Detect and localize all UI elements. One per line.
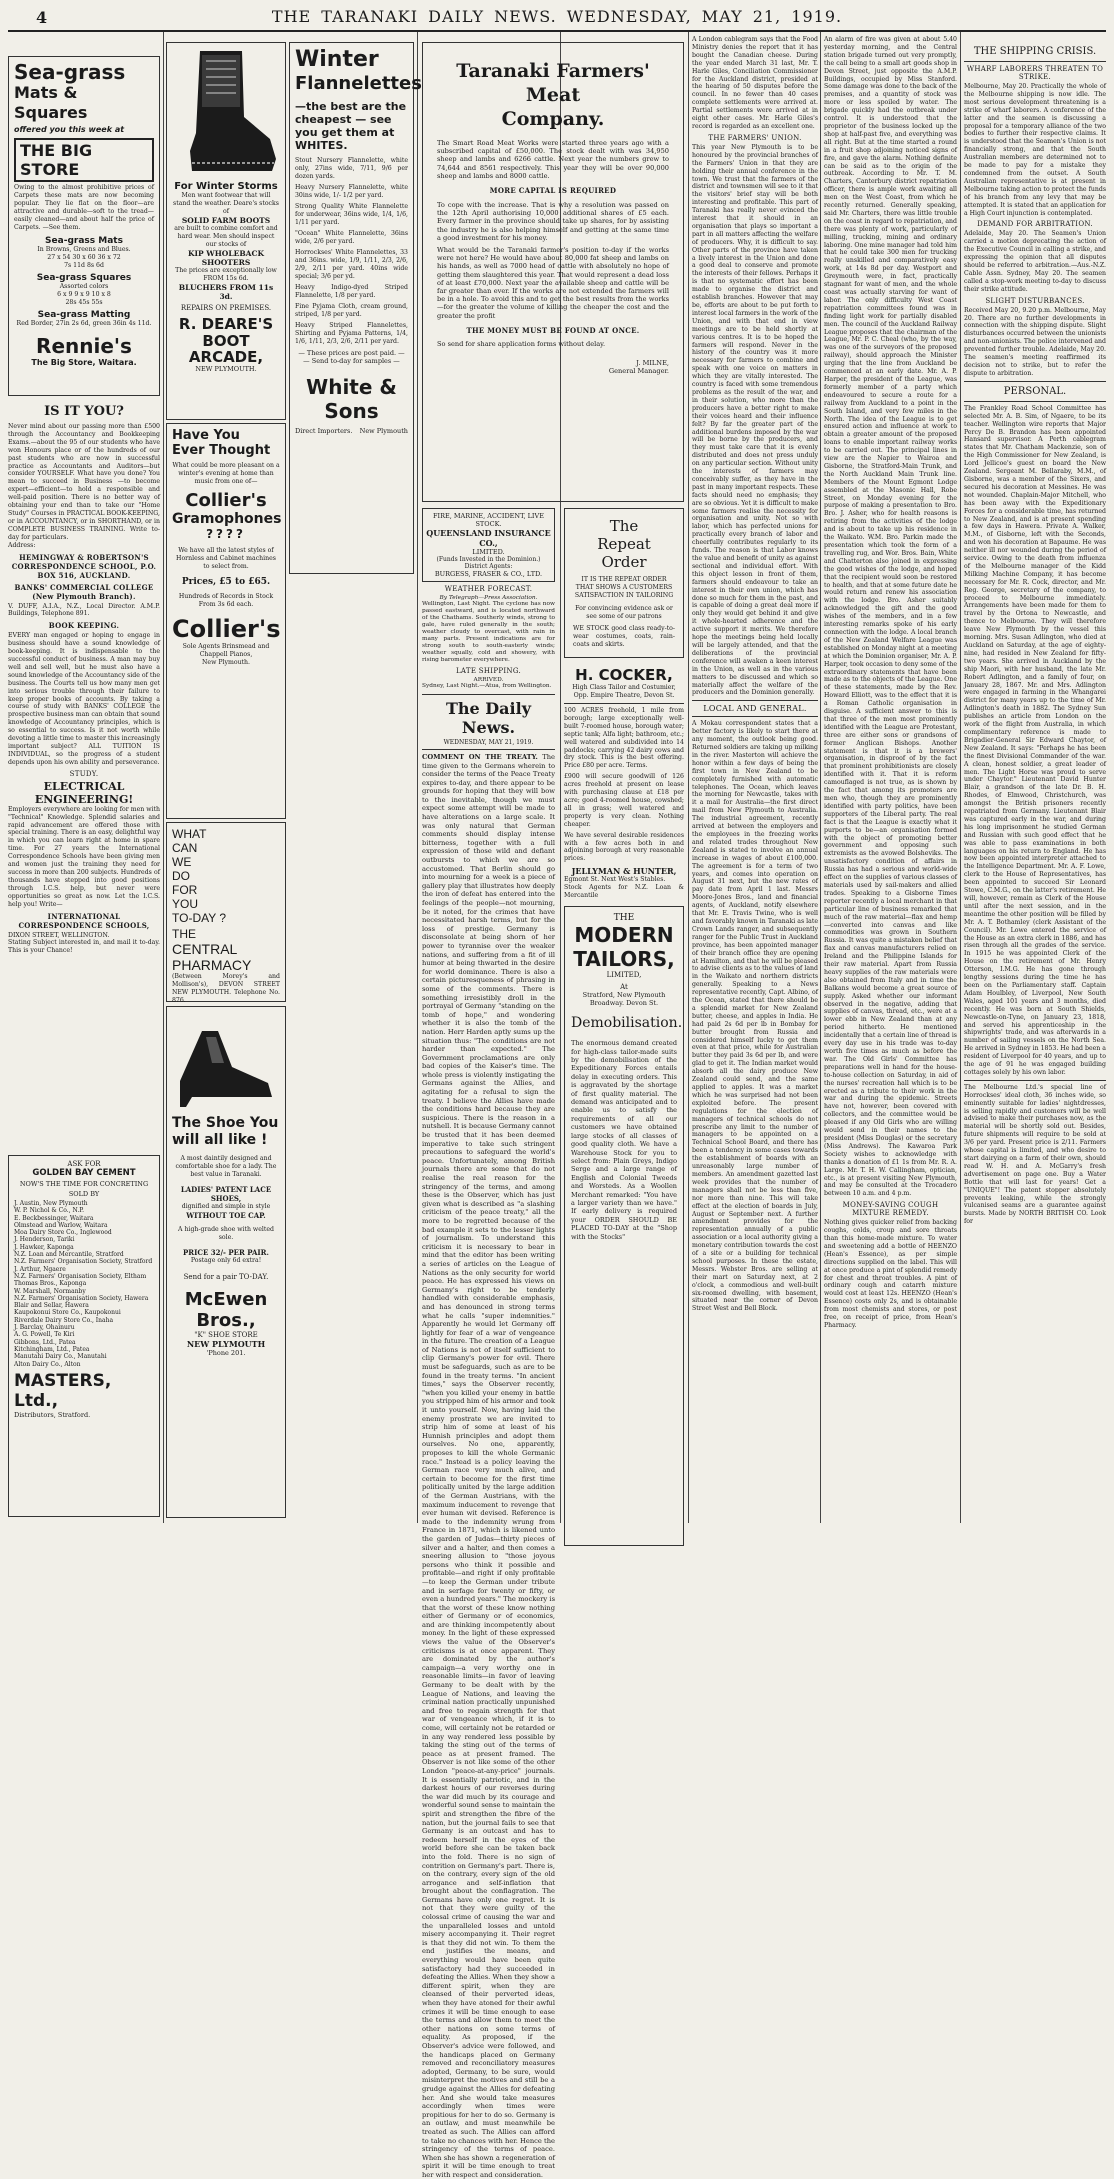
- collier-name3: Collier's: [172, 615, 281, 643]
- cement-agent: A. G. Powell, Te Kiri: [14, 1331, 75, 1339]
- insurance-agents: BURGESS, FRASER & CO., LTD.: [434, 570, 543, 578]
- electrical-heading: ELECTRICAL ENGINEERING!: [34, 779, 134, 806]
- pharmacy-line: WHAT: [172, 827, 207, 841]
- shoe-title1: The Shoe You: [172, 1115, 279, 1131]
- deare-arcade: ARCADE,: [188, 348, 264, 366]
- rule: [964, 61, 1106, 62]
- squares-prices: 28s 45s 55s: [65, 299, 103, 306]
- tailors-streets: Broadway. Devon St.: [589, 999, 659, 1008]
- cocker-sub: High Class Tailor and Costumier,: [572, 684, 676, 691]
- column-rule: [820, 32, 821, 1523]
- column-6: [824, 36, 957, 1518]
- white-sons-sub1: Direct Importers.: [295, 427, 353, 435]
- weather-by: By Telegraph—Press Association.: [439, 595, 538, 601]
- advert-paragraphs: The Melbourne Ltd.'s special line of Horrockses' ideal cloth, 36 inches wide, so eminently suitable for ladies' nightdresses, is selling rapidly and customers will be well advised to make their purchases now, as the material will be shortly sold out. Besides, future shipments will require to be sold at 3/6 per yard. Present price is 2/11. Farmers whose capital is limited, and who desire to start dairying on a farm of their own, should read W. H. and A. McGarry's fresh advertisement on page one. Buy a Water Bottle that will last for years! Get a "UNIQUE"! The patent stopper absolutely prevents leaking, while the strongly vulcanised seams are a guarantee against bursts. Made by NORTH BRITISH CO. Look for: [964, 1083, 1106, 1226]
- shoe-town: NEW PLYMOUTH: [186, 1339, 266, 1349]
- meat-title1: Taranaki Farmers' Meat: [456, 60, 650, 106]
- meat-sig2: General Manager.: [608, 366, 669, 375]
- arbitration-heading: DEMAND FOR ARBITRATION.: [977, 220, 1093, 229]
- tailors-towns: Stratford, New Plymouth: [582, 991, 666, 1000]
- collier-body2: We have all the latest styles of Hornless and Cabinet machines to select from.: [176, 547, 276, 570]
- tailors-ltd: LIMITED,: [606, 971, 642, 980]
- arrival-sydney: Sydney, Last Night.—Atua, from Wellington.: [422, 683, 552, 689]
- cement-agent: Gibbons, Ltd., Patea: [14, 1338, 76, 1346]
- cement-agent: N.Z. Farmers' Organisation Society, Hawera: [14, 1294, 149, 1302]
- cement-soldby: SOLD BY: [68, 1190, 100, 1198]
- ics-name: INTERNATIONAL CORRESPONDENCE SCHOOLS,: [18, 911, 150, 930]
- weather-heading: WEATHER FORECAST.: [444, 585, 533, 593]
- deare-boot-ad: [166, 42, 286, 420]
- collier-name1: Collier's: [185, 490, 267, 511]
- seagrass-matting-heading: Sea-grass Matting: [37, 310, 131, 320]
- collier-ever: Ever Thought: [172, 443, 271, 458]
- post-paid: — These prices are post paid. —: [298, 349, 405, 357]
- repairs: REPAIRS ON PREMISES.: [180, 304, 272, 312]
- page-number: 4: [36, 8, 48, 27]
- deare-town: NEW PLYMOUTH.: [195, 365, 257, 373]
- boots-body3: The prices are exceptionally low FROM 15s 6d.: [175, 267, 277, 282]
- column-rule: [960, 32, 961, 1523]
- winter-storms-heading: For Winter Storms: [174, 181, 278, 192]
- cement-agent: W. Marshall, Normanby: [14, 1287, 86, 1295]
- mats-prices: 7s 11d 8s 6d: [64, 262, 104, 269]
- white-sons-sub: [295, 427, 408, 435]
- solid-farm-boots: SOLID FARM BOOTS: [181, 216, 271, 225]
- editorial-body-1: [422, 753, 555, 2179]
- cement-agent: W. P. Nichol & Co., N.P.: [14, 1207, 84, 1215]
- meat-p1: The Smart Road Meat Works were started three years ago with a subscribed capital of £50,000. The stock dealt with was 34,950 sheep and lambs and 6266 cattle. Next year the numbers grew to 74,644 and 8561 respectively. This year they will be over 90,000 sheep and lambs and 8000 cattle.: [437, 139, 669, 180]
- squares-sizes: 6 x 9 9 x 9 10 x 8: [57, 291, 111, 298]
- collier-name2: Gramophones: [172, 511, 282, 527]
- meat-p4: So send for share application forms without delay.: [437, 339, 606, 348]
- column-rule: [163, 32, 164, 1523]
- pharmacy-ad: [166, 822, 286, 1002]
- repeat-body2: For convincing evidence ask or see some of our patrons: [575, 605, 673, 620]
- samples: — Send to-day for samples —: [303, 357, 400, 365]
- disturbances-heading: SLIGHT DISTURBANCES.: [985, 296, 1085, 305]
- hemingway-school: HEMINGWAY & ROBERTSON'S CORRESPONDENCE SCHOOL, P.O. BOX 516, AUCKLAND.: [11, 552, 157, 580]
- jellyman-name: JELLYMAN & HUNTER,: [571, 866, 677, 877]
- cocker-name: H. COCKER,: [575, 666, 673, 684]
- seagrass-mats-heading: Sea-grass Mats: [45, 236, 123, 246]
- cement-agent: N.Z. Farmers' Organisation Society, Eltham: [14, 1272, 147, 1280]
- isit-column: [8, 402, 160, 1152]
- meat-company-ad: [422, 42, 684, 502]
- shoe-ladies: LADIES' PATENT LACE SHOES,: [180, 1185, 272, 1203]
- cement-agent: J. Hawker, Kaponga: [14, 1243, 74, 1251]
- jellyman-stock: Stock Agents for N.Z. Loan & Mercantile: [564, 884, 684, 900]
- tailors-the: THE: [613, 913, 635, 924]
- collier-town: New Plymouth.: [202, 659, 250, 666]
- cement-agent: J. Arthur, Ngaere: [14, 1265, 66, 1273]
- repeat-body: IT IS THE REPEAT ORDER THAT SHOWS A CUSTOMERS SATISFACTION IN TAILORING: [574, 576, 674, 599]
- shipping-crisis-heading: THE SHIPPING CRISIS.: [973, 46, 1097, 57]
- pharmacy-line: TO-DAY ?: [172, 911, 227, 925]
- bookkeeping-body: EVERY man engaged or hoping to engage in business should have a sound knowledge of book-keeping. It is indispensable to the successful conduct of business. A man may buy well and sell well, but he must also have a sound knowledge of the Accountancy side of the business. The Courts tell us how many men get into serious trouble through their failure to keep proper books of accounts. By taking a course of study with BANKS' COLLEGE the prospective business man can obtain that sound knowledge of Accountancy principles, which is so essential to success. Is it not worth while devoting a little time to master this increasingly important subject? ALL TUITION IS INDIVIDUAL, so the progress of a student depends upon his own ability and perseverance.: [8, 632, 160, 766]
- boots-body2: are built to combine comfort and hard wear. Men should inspect our stocks of: [174, 225, 278, 248]
- isit-heading: IS IT YOU?: [44, 404, 124, 419]
- collier-ad: [166, 423, 286, 819]
- shoe-title2: will all like !: [172, 1132, 268, 1148]
- arrived: ARRIVED.: [473, 677, 504, 683]
- cement-agents-list: [14, 1200, 154, 1368]
- flannel-item: Heavy Nursery Flannelette, white 30ins wide, 1/- 1/2 per yard.: [295, 184, 408, 199]
- bluchers: BLUCHERS FROM 11s 3d.: [178, 283, 274, 301]
- cement-agent: Blair and Sellar, Hawera: [14, 1302, 89, 1310]
- cement-ask: ASK FOR: [67, 1160, 101, 1168]
- white-sons-sub2: New Plymouth: [359, 427, 408, 435]
- tailors-t1: MODERN: [574, 923, 674, 948]
- pharmacy-addr: (Between Morey's and Mollison's), DEVON STREET NEW PLYMOUTH. Telephone No. 876.: [172, 973, 280, 1004]
- pharmacy-line: FOR: [172, 883, 198, 897]
- land-ad1: 100 ACRES freehold, 1 mile from borough; large exceptionally well-built 7-roomed house, borough water; septic tank; Alfa light; bathroom, etc.; well watered and subdivided into 14 paddocks; carrying 42 dairy cows and dry stock. This is the best offering. Price £80 per acre. Terms.: [564, 707, 684, 770]
- meat-p3: What would be the Taranaki farmer's position to-day if the works were not here? He would have about 80,000 fat sheep and lambs on his hands, as well as 7000 head of cattle with absolutely no hope of getting them slaughtered this year. That would represent a dead loss of at least £70,000. Next year the available sheep and cattle will be far greater than ever. If the works are not extended the farmers will be in a hole. To avoid this and to get the best results from the works—for the greater the volume of killing the cheaper the cost and the greater the profit: [437, 246, 669, 320]
- cement-agent: Thomas Bros., Kaponga: [14, 1280, 87, 1288]
- insurance-ad: [422, 508, 555, 582]
- col5-local-body: A Mokau correspondent states that a better factory is likely to start there at any moment, the outlook being good. Returned soldiers are taking up milking in the river. Masterton will achieve the honor within a few days of being the first town in New Zealand to be completely furnished with automatic telephones. The Ocean, which leaves the morning for Newcastle, takes with it a mail for Australia—the first direct mail from New Plymouth to Australia. The industrial agreement, recently arrived at between the employers and the employees in the freezing works and related trades throughout New Zealand is stated to involve an annual increase in wages of about £100,000. The agreement is for a term of two years, and comes into operation on August 31 next, but the new rates of pay date from April 1 last. Messrs Moore-Jones Bros., land and financial agents, of Auckland, notify elsewhere that Mr. E. Travis Twine, who is well and favorably known in Taranaki as late Crown Lands ranger, and subsequently ranger for the Public Trust in Auckland province, has been appointed manager of their branch office they are opening at Hamilton, and that he will be pleased to advise clients as to the values of land in the Waikato and northern districts generally. Speaking to a News representative recently, Capt. Albino, of the Ocean, stated that there should be a splendid market for New Zealand butter, cheese, and apples in India. He had paid 2s 6d per lb in Bombay for butter brought from Russia and considered himself lucky to get them even at that price, while for Australian butter they paid 3s 6d per lb, and were glad to get it. The Indian market would absorb all the dairy produce New Zealand could send, and the same applied to apples. It was a market which he was surprised had not been exploited before. The present regulations for the election of managers of technical schools do not prescribe any limit to the number of managers to be appointed on a Technical School Board, and there has been a tendency in some cases towards the establishment of boards with an unreasonably large number of members. An amendment gazetted last week provides that the number of managers shall not be less than five, nor more than nine. This will take effect at the election of boards in July, August or September next. A further amendment provides for the representation annually of a public association or a local authority giving a monetary contribution towards the cost of a site or a building for technical school purposes. In these the estate, Messrs. Webster Bros. are selling at their mart on Saturday next, at 2 o'clock, a commodious and well-built six-roomed dwelling, with basement, situated near the corner of Devon Street West and Bell Block.: [692, 720, 818, 1313]
- cement-agent: J. Barclay, Ohainuru: [14, 1324, 75, 1332]
- editorial-date: WEDNESDAY, MAY 21, 1919.: [443, 738, 534, 746]
- modern-tailors-ad: [564, 906, 684, 1546]
- insurance-line1: FIRE, MARINE, ACCIDENT, LIVE STOCK.: [433, 512, 544, 528]
- personal-body: The Frankley Road School Committee has selected Mr. A. B. Sim, of Ngaere, to be its teacher. Wellington wire reports that Major Percy De B. Brandon has been appointed Hansard supervisor. A Perth cablegram states that Mr. Chatham Mackenzie, son of the High Commissioner for New Zealand, is Lord Jellicoe's guest on board the New Zealand. Sergeant M. Bellaraby, M.M., of Gisborne, was a member of the Sixers, and secured his decoration at Messines. He was not wounded. Chaplain-Major Mitchell, who has been away with the Expeditionary Forces for a considerable time, has returned to New Zealand, and is at present spending a few days in Hawera. Private A. Walker, M.M., of Gisborne, left with the Seconds, and won his decoration at Bapaume. He was neither ill nor wounded during the period of service. Owing to the death from influenza of the Melbourne manager of the Kidd Milking Machine Company, it has become necessary for Mr. R. Cock, director, and Mr. Reg. George, secretary of the company, to proceed to Melbourne immediately. Arrangements have been made for them to travel by the Ortona to Newcastle, and thence to Melbourne. They will therefore leave New Plymouth by the vessel this morning. Mrs. Susan Adlington, who died at Auckland on Saturday, at the age of eighty-nine, had resided in New Zealand for fifty-two years. She arrived in Auckland by the ship Maori, with her husband, the late Mr. Robert Adlington, and a family of four, on January 28, 1867. Mr. and Mrs. Adlington were engaged in farming in the Whangarei district for many years up to the time of Mr. Adlington's death in 1882. The Sydney Sun publishes an article from London on the work of the flight from Australia, in which complimentary reference is made to Brigadier-General Sir Edward Chaytor, of New Zealand. It says: "Perhaps he has been the finest Divisional Commander of the war. A clean, honest soldier, a great leader of men. The Light Horse was proud to serve under Chaytor." Lieutenant David Hunter Blair, a grandson of the late Dr. B. H. Rhodes, of Elmwood, Christchurch, was amongst the British prisoners recently repatriated from Germany. Lieutenant Blair was captured early in the war, and during his long imprisonment he studied German and Russian with such good effect that he was able to pass examinations in both languages on his return to England. He has now been appointed interpreter attached to the Intelligence Department. Mr. A. F. Lowe, clerk to the House of Representatives, has been appointed to succeed Sir Leonard Stowe, C.M.G., on the latter's retirement. He will, however, remain as Clerk of the House until after the next session, and in the meantime the other position will be filled by Mr. A. T. Bothamley (clerk Assistant of the Council). Mr. Lowe entered the service of the House as an extra clerk in 1886, and has risen through all the grades of the service. In 1915 he was appointed Clerk of the House on the retirement of Mr. Henry Otterson, I.M.G. He has gone through lengthy sessions during the time he has been on the Parliamentary staff. Captain Adam Houlbley, of Liverpool, New South Wales, aged 101 years and 3 months, died recently. He was born at South Shields, Newcastle-on-Tyne, on January 23, 1818, and served his apprenticeship in the shipwrights' trade, and was afterwards in a number of sailing vessels on the North Sea. He arrived in Sydney in 1853. He had been a resident of Liverpool for 40 years, and up to the age of 91 he was engaged building cottages solely by his own labor.: [964, 404, 1106, 1076]
- deare-name: R. DEARE'S: [178, 315, 274, 333]
- flannelettes-heading: Flannelettes: [295, 73, 422, 94]
- shoe-price: PRICE 32/- PER PAIR.: [183, 1248, 269, 1257]
- flannel-item: Strong Quality White Flannelette for underwear, 36ins wide, 1/4, 1/6, 1/11 per yard.: [295, 203, 408, 226]
- daily-news-masthead: The Daily News.: [446, 698, 531, 737]
- col5-body: A London cablegram says that the Food Ministry denies the report that it has bought the Canadian cheese. During the year ended March 31 last, Mr. T. Harle Giles, Conciliation Commissioner for the Auckland district, presided at the hearing of 50 disputes before the council. In no fewer than 40 cases complete settlements were arrived at. Partial settlements were arrived at in eight other cases. Mr. Harle Giles's record is regarded as an excellent one.: [692, 36, 818, 130]
- pharmacy-lines: [172, 827, 280, 925]
- farmers-union-heading: THE FARMERS' UNION.: [708, 133, 802, 142]
- column-5: [692, 36, 818, 1518]
- golden-bay-cement: GOLDEN BAY CEMENT: [32, 1168, 136, 1178]
- shoe-body: A most daintily designed and comfortable shoe for a lady. The best value in Taranaki.: [175, 1155, 277, 1178]
- meat-h2: THE MONEY MUST BE FOUND AT ONCE.: [466, 325, 640, 335]
- meat-p2: To cope with the increase. That is why a resolution was passed on the 12th April authorising 10,000 additional shares of £5 each. Every farmer in the province should take up shares, for by assisting the industry he is also helping himself and getting at the same time a good investment for his money.: [437, 201, 669, 242]
- kip-shooters: KIP WHOLEBACK SHOOTERS: [188, 249, 264, 267]
- repeat-the: The: [609, 517, 639, 535]
- pharmacy-line: CAN: [172, 841, 198, 855]
- shoe-toe: WITHOUT TOE CAP.: [186, 1211, 266, 1220]
- cement-agent: Kitchingham, Ltd., Patea: [14, 1345, 90, 1353]
- mixture-heading: MONEY-SAVING COUGH MIXTURE REMEDY.: [842, 1201, 939, 1218]
- electrical-body: Employers everywhere are looking for men with "Technical" Knowledge. Splendid salaries and rapid advancement are offered those with special training. There is an easy, delightful way in which you can learn right at home in spare time. For 27 years the International Correspondence Schools have been giving men and women just the training they need for success in more than 200 subjects. Hundreds of thousands have stepped into good positions through I.C.S. help, but never were opportunities so great as now. Let the I.C.S. help you! Write—: [8, 805, 160, 908]
- rule: [692, 700, 818, 701]
- squares-note: Assorted colors: [59, 283, 109, 290]
- banks-college: BANKS' COMMERCIAL COLLEGE (New Plymouth Branch).: [14, 582, 154, 601]
- meat-sig1: J. MILNE,: [636, 358, 669, 367]
- collier-agents: Sole Agents Brinsmead and Chappell Pianos,: [182, 643, 270, 658]
- rule: [964, 1080, 1106, 1081]
- editorial-heading: COMMENT ON THE TREATY.: [422, 752, 538, 761]
- ics-address: DIXON STREET, WELLINGTON.: [8, 931, 110, 939]
- rennies-sub: The Big Store, Waitara.: [31, 358, 137, 367]
- mats-sizes: 27 x 54 30 x 60 36 x 72: [47, 254, 121, 261]
- ics-note: Stating Subject interested in, and mail it to-day. This is your Chance!: [8, 939, 160, 955]
- rule: [692, 716, 818, 717]
- meat-title2: Company.: [501, 108, 605, 130]
- shoe-phone: 'Phone 201.: [206, 1349, 246, 1357]
- col5-union-body: This year New Plymouth is to be honoured by the provincial branches of the Farmers' Union in that they are holding their annual conference in the town. We trust that the farmers of the district and townsmen will see to it that the visitors' brief stay will be both interesting and profitable. This part of Taranaki has really never evinced the interest that it should in an organisation that plays so important a part in all matters affecting the welfare of producers. Why, it is difficult to say. Other parts of the province have taken a lively interest in the Union and done a good deal to conserve and promote the interests of their fellows. Perhaps it is that no systematic effort has been made to organise the district and establish branches. However that may be, efforts are about to be put forth to interest local farmers in the work of the Union, and with that end in view meetings are to be held shortly at various centres. It is to be hoped the farmers will respond. Never in the history of the country was it more necessary for farmers to combine and speak with one voice on matters in which they are vitally interested. The country is faced with some tremendous problems as the result of the war, and in their solution, who more than the producers have a better right to make their voices heard and their influence felt? By far the greater part of the additional burdens imposed by the war will be borne by the producers, and they must take care that it is evenly distributed and does not press unduly on any particular section. Without unity the interests of farmers may conceivably suffer, as they have in the past in many important respects. These facts should need no emphasis; they are so obvious. Yet it is difficult to make some farmers realise the necessity for organisation and unity. Not so with labor, which has perfected unions for practically every branch of labor and cheerfully contributes regularly to its funds. The reason is that Labor knows the value and benefit of unity as against sectional and individual effort. With this object lesson in front of them, farmers should endeavour to take an interest in their own union, which has done so much for them in the past, and is capable of doing a great deal more if only they would get behind it and give it whole-hearted adherence and the active support it merits. We therefore hope the meetings being held locally will be largely attended, and that the deliberations of the provincial conference will awaken a keen interest in the Union, as well as in the various matters to be discussed and which so materially affect the welfare of the producers and the Dominion generally.: [692, 143, 819, 697]
- cement-agent: Olmstead and Warlow, Waitara: [14, 1221, 108, 1229]
- masters-logo: MASTERS, Ltd.,: [14, 1370, 112, 1411]
- collier-body: What could be more pleasant on a winter's evening at home than music from one of—: [172, 462, 280, 485]
- flannel-item: Heavy Indigo-dyed Striped Flannelette, 1/8 per yard.: [295, 284, 408, 299]
- cocker-ad: [564, 508, 684, 658]
- column-7: [964, 40, 1106, 1518]
- rule: [422, 749, 555, 750]
- shoe-illustration: [172, 1011, 280, 1111]
- collier-records: Hundreds of Records in Stock From 3s 6d each.: [178, 593, 274, 608]
- seagrass-squares-heading: Sea-grass Squares: [36, 273, 132, 283]
- white-sons-logo: White & Sons: [306, 375, 397, 423]
- cement-agent: J. Austin, New Plymouth: [14, 1200, 88, 1207]
- wharf-heading: WHARF LABORERS THREATEN TO STRIKE.: [966, 65, 1104, 81]
- cement-agent: N.Z. Loan and Mercantile, Stratford: [14, 1251, 124, 1259]
- cement-agent: Kaupokonui Store Co., Kaupokonui: [14, 1309, 121, 1317]
- rule: [964, 381, 1106, 382]
- insurance-name: QUEENSLAND INSURANCE CO.,: [426, 528, 551, 548]
- cement-agent: Riverdale Dairy Store Co., Inaha: [14, 1316, 114, 1324]
- flannel-item: Heavy Striped Flannelettes, Shirting and Pyjama Patterns, 1/4, 1/6, 1/11, 2/3, 2/6, 2/11 per yard.: [295, 322, 408, 345]
- tailors-t2: TAILORS,: [573, 947, 675, 972]
- personal-heading: PERSONAL.: [1003, 385, 1067, 397]
- cement-agent: E. Beckbessinger, Waitara: [14, 1214, 94, 1222]
- editorial-text: The time given to the Germans wherein to consider the terms of the Peace Treaty expires to-day, and there appear to be grounds for hoping that they will bow to the inevitable, though we must expect some attempt will be made to have alterations on a large scale. It was only natural that German comments should display intense bitterness, together with a full expression of those wild and defiant outbursts to which we are so accustomed. That Berlin should go into mourning for a week is a piece of gallery play that illustrates how deeply the iron of defeat has entered into the feelings of the people—not mourning, be it noted, for the crimes that have necessitated harsh terms, but for the loss of prestige. Germany is disconsolate at being shorn of her power to tyrannise over the weaker nations, and suffering from a fit of ill humor at being thwarted in the desire for world dominance. There is also a certain picturesqueness of phrasing in some of the comments. There is something irresistibly droll in the portrayal of Germany "standing on the tomb of hope," and wondering whether it is also the tomb of the nation. Herr Harden aptly sums up the situation thus: "The conditions are not harder than expected." The Government proclamations are only bad copies of the Kaiser's time. The whole press is violently instigating the Germans against the Allies, and agitating for a refusal to sign the treaty. I believe the Allies have made the conditions hard because they are suspicious. There is the reason in a nutshell. It is because Germany cannot be trusted that it has been deemed imperative to take such stringent precautions to safeguard the world's peace. Unfortunately, among British journals there are some that do not realise the real reason for the stringency of the terms, and among these is the Observer, which has just given what is described as "a slashing criticism of the peace treaty," all the more to be regretted because of the bad example it sets to the lesser lights of journalism. To understand this criticism it is necessary to bear in mind that the editor has been writing a series of articles on the League of Nations as the only security for world peace. He has expressed his views on Germany's right to be tenderly handled with considerable emphasis, and has denounced in strong terms what he calls "super indemnities." Apparently he would let Germany off lightly for fear of a war of vengeance in the future. The creation of a League of Nations is not of itself sufficient to clip Germany's power for evil. There must be safeguards, such as are to be found in the treaty terms. "In ancient times," says the Observer recently, "when you killed your enemy in battle you stripped him of his armor and took it unto yourself. Now, having laid the enemy prostrate we are invited to strip him of some at least of his Hunnish principles and adopt them ourselves. No one, apparently, proposes to kill the whole Germanic race." Instead is a policy leaving the German race very much alive, and certain to become for the first time politically united by the large addition of the German Austrians, with the maximum inducement to revenge that ever human wit devised. Reference is made to the indemnity wrung from France in 1871, which is likened unto the garden of Judas—thirty pieces of silver and a halter, and then comes a sneering allusion to "those joyous persons who think it possible and profitable—and right if only profitable—to keep the German under tribute and in serfage for twenty or fifty, or even a hundred years." The mockery is that the worst of these know nothing either of Germany or of economics, and are thinking incompetently about money. In the light of these expressed views the value of the Observer's criticisms is at once apparent. They are dominated by the author's campaign—a very worthy one in reasonable limits—in favor of leaving Germany to be dealt with by the League of Nations, and leaving the criminal nation practically unpunished and free to regain strength for that war of vengeance which, if it is to come, will certainly not be retarded or in any way rendered less possible by taking the sting out of the terms of peace as at present framed. The Observer is not like some of the other London "peace-at-any-price" journals. It is essentially patriotic, and in the darkest hours of our reverses during the war did much by its courage and wonderful sound sense to maintain the spirit and strengthen the fibre of the nation, but the journal fails to see that Germany is an outcast and has to redeem herself in the eyes of the world before she can be taken back into the fold. There is no sign of contrition on Germany's part. There is, on the contrary, every sign of the old arrogance and self-inflation that brought about the conflagration. The Germans have only one regret. It is not that they were guilty of the colossal crime of causing the war and the unparalleled losses and untold misery accompanying it. Their regret is that they did not win. To them the end justifies the means, and everything would have been quite satisfactory had they succeeded in defeating the Allies. When they show a different spirit, when they are cleansed of their perverted ideas, when they have atoned for their awful crimes it will be time enough to ease the terms and allow them to meet the other nations on some terms of equality. As proposed, if the Observer's advice were followed, and the handicaps placed on Germany removed and reconciliatory measures adopted, Germany, to be sure, would misinterpret the motives and still be a grudge against the Allies for defeating her. And she would take measures accordingly when times were propitious for her to do so. Germany is an outlaw, and must meanwhile be treated as such. The Allies can afford to take no chances with her. Hence the stringency of the terms of peace. When she has shown a regeneration of spirit it will be time enough to treat her with respect and consideration.: [422, 752, 555, 2179]
- flannel-item: "Ocean" White Flannelette, 36ins wide, 2/6 per yard.: [295, 230, 408, 245]
- cocker-addr: Opp. Empire Theatre, Devon St.: [573, 692, 675, 699]
- rule: [422, 694, 555, 695]
- cement-agent: Alton Dairy Co., Alton: [14, 1360, 81, 1368]
- big-store-logo: THE BIG STORE: [14, 138, 154, 182]
- repeat-body3: WE STOCK good class ready-to-wear costumes, coats, rain-coats and skirts.: [573, 625, 675, 648]
- pharmacy-line: YOU: [172, 897, 199, 911]
- column-rule: [688, 32, 689, 1523]
- shoe-store: "K" SHOE STORE: [194, 1331, 258, 1339]
- shoe-heel: A high-grade shoe with welted sole.: [178, 1226, 274, 1241]
- boots-body: Men want footwear that will stand the weather. Deare's stocks of: [173, 192, 279, 215]
- pharmacy-name3: PHARMACY: [172, 957, 252, 973]
- land-ad3: We have several desirable residences with a few acres both in and adjoining borough at very reasonable prices.: [564, 831, 684, 863]
- mats-note: In Browns, Greens and Blues.: [37, 246, 131, 253]
- weather-body: Wellington, Last Night. The cyclone has now passed eastward, and is located northward of the Chathams. Southerly winds, strong to gale, have ruled generally in the south; weather cloudy to overcast, with rain in many parts. Present indications are for strong south to south-easterly winds; weather squally, cold and showery, with rising barometer everywhere.: [422, 601, 555, 663]
- bookkeeping-heading: BOOK KEEPING.: [48, 621, 120, 631]
- mixture-body: Nothing gives quicker relief from backing coughs, colds, croup and sore throats than this home-made mixture. To water and sweetening add a bottle of HEENZO (Hean's Essence), as per simple directions supplied on the label. This will at once produce a pint of splendid remedy for chest and throat troubles. A pint of ordinary cough and catarrh mixture would cost at least 12s. HEENZO (Hean's Essence) costs only 2s, and is obtainable from most chemists and stores, or post free, on receipt of price, from Hean's Pharmacy.: [824, 1219, 957, 1329]
- pharmacy-line: WE: [172, 855, 192, 869]
- flannel-items: [295, 157, 408, 346]
- column-4: [564, 508, 684, 1518]
- mcewen-shoe-ad: [166, 1006, 286, 1518]
- matting-note: Red Border, 27in 2s 6d, green 36in 4s 11d.: [16, 320, 152, 327]
- banks-agent: V. DUFF, A.I.A., N.Z., Local Director. A.M.P. Buildings, Telephone 891.: [8, 602, 160, 618]
- seagrass-ad: [8, 56, 160, 396]
- column-rule: [417, 32, 418, 1523]
- rennies-logo: Rennie's: [36, 334, 132, 358]
- pharmacy-name1: THE: [172, 927, 196, 941]
- whites-flannelette-ad: [289, 42, 422, 574]
- flannel-item: Stout Nursery Flannelette, white only, 27ins wide, 7/11, 9/6 per dozen yards.: [295, 157, 408, 180]
- jellyman-addr: Egmont St. Next West's Stables.: [564, 876, 666, 884]
- rule: [964, 401, 1106, 402]
- col6-body: An alarm of fire was given at about 5.40 yesterday morning, and the Central station brigade turned out very promptly, the call being to a small art goods shop in Devon Street, just opposite the A.M.P. Buildings, occupied by Miss Stanford. Some damage was done to the back of the premises, and a quantity of stock was more or less spoiled by water. The brigade quickly had the outbreak under control. It is understood that the proprietor of the business locked up the shop at half-past five, and everything was all right. But at the time started a round in a fruit shop adjoining noticed signs of fire, and gave the alarm. Nothing definite can be said as to the origin of the outbreak. According to Mr. T. M. Charters, Canterbury district repatriation officer, there is ample work awaiting all men on the West Coast, from which he recently returned. Generally speaking, said Mr. Charters, there was little trouble on the coast in regard to repatriation, and there was plenty of work, particularly of milling, trucking, mining and ordinary laboring. One mine manager had told him that he could take 300 men for trucking really unskilled and comparatively easy work, at 14s 8d per day. Westport and Greymouth were, in fact, practically stagnant for want of men, and the whole coast was actually starving for want of labor. The only difficulty West Coast repatriation committees found was in finding light work for partially disabled men. The council of the Auckland Railway League proposes that the chairman of the League, Mr. P. C. Cheal (who, by the way, was one of the surveyors of the proposed railway), should approach the Minister urging that the line from Auckland be commenced at an early date. Mr. A. P. Harper, the president of the League, was formerly member of a party which endeavoured to secure a route for a railway from Auckland to a point in the South Island, and very few miles in the North. The idea of the League is to get ensured action and influence at work to obtain a greater amount of the proposed loans to enable important railway works to be carried out. The principal lines in view are the Napier to Wairoa and Gisborne, the Stratford-Main Trunk, and the North Auckland Main Trunk line. Members of the Mount Egmont Lodge assembled at the Masonic Hall, Robe Street, on Monday evening for the purpose of making a presentation to Bro. Bro. J. Asher, who for health reasons is retiring from the activities of the lodge and is about to take up his residence in the Waikato. W.M. Bro. Parkin made the presentation which took the form of a travelling rug, and Wor. Bros. Bain, White and Chatterton also joined in expressing the good wishes of the lodge, and hoped that the recipient would soon be restored to health, and that at some future date he would return and renew his association with the lodge. Bro. Asher suitably acknowledged the gift and the good wishes of the members, and in a few interesting remarks spoke of his early connection with the lodge. A local branch of the New Zealand Welfare League was established on Monday night at a meeting at which the Dominion organiser, Mr. A. P. Harper, took occasion to deny some of the extraordinary statements that have been made as to the objects of the League. One of these statements, made by the Rev. Howard Elliott, was to the effect that it is a Roman Catholic organisation in disguise. A sufficient answer to this is that three of the men most prominently identified with the League are Protestant, three are either sons or grandsons of former Anglican Bishops. Another statement is that it is a brewers' organisation, in disproof of by the fact that prominent prohibitionists are closely identified with it. That it is reform camouflaged is not true, as is shown by the fact that among its promoters are men who, though they are prominently identified with party politics, have been supporters of the Liberal party. The real fact is that the League is exactly what it purports to be—an organisation formed with the object of promoting better government and opposing such extremists as the avowed Bolsheviks. The unsatisfactory condition of affairs in Russia has had a serious and world-wide effect on the supplies of various classes of materials used by sail-makers and allied trades. Speaking to a Gisborne Times reporter recently a local merchant in that particular line of business remarked that much of the raw material—flax and hemp—converted into canvas and like commodities was grown in Southern Russia. It was quite a mistaken belief that flax and canvas manufacturers relied on Ireland and the Philippine Islands for their raw material. Apart from Russia heavy supplies of the raw materials were also obtained from Italy and in time the Balkans would become a great source of supply. Asked whether our informant observed in the negative, adding that supplies of canvas, thread, etc., were at a lower ebb in New Zealand than at any period hitherto. He mentioned incidentally that a certain line of thread is every day use in his trade was to-day worth five times as much as before the war. The Old Girls' Committee has preparations well in hand for the house-to-house collection on Saturday, in aid of the nurses' recreation hall which is to be erected as a tribute to their work in the war and during the epidemic. Streets have not, however, been covered with collectors, and the committee would be pleased if any Old Girls who are willing would send in their names to the president (Miss Douglas) or the secretary (Miss Andrews). The Kawaroa Park Society wishes to acknowledge with thanks a donation of £1 1s from Mr. R. A. Large. Mr. T. H. W. Callingham, optician, etc., is at present visiting New Plymouth, and may be consulted at the Trocadero between 10 a.m. and 4 p.m.: [824, 36, 957, 1198]
- pharmacy-line: DO: [172, 869, 190, 883]
- masthead: [8, 4, 1106, 32]
- land-ad2: £900 will secure goodwill of 126 acres freehold at present on lease with purchasing clause at £18 per acre; good 4-roomed house, cowshed; all in grass; well watered and property is very clean. Nothing cheaper.: [564, 773, 684, 828]
- collier-have: Have You: [172, 428, 240, 443]
- deare-boot: BOOT: [202, 332, 250, 350]
- study-heading: STUDY.: [69, 769, 99, 778]
- collier-q: ????: [206, 527, 246, 541]
- arbitration-body: Adelaide, May 20. The Seamen's Union carried a motion deprecating the action of the Executive Council in calling a strike, and expressing the opinion that all disputes should be referred to arbitration.—Aus.-N.Z. Cable Assn. Sydney, May 20. The seamen called a stop-work meeting to-day to discuss their strike attitude.: [964, 230, 1106, 293]
- pharmacy-name2: CENTRAL: [172, 941, 238, 957]
- rule: [564, 703, 684, 704]
- flannel-item: Fine Pyjama Cloth, cream ground, striped, 1/8 per yard.: [295, 303, 408, 318]
- column-3: [422, 508, 555, 2179]
- collier-prices: Prices, £5 to £65.: [181, 577, 271, 587]
- seagrass-subtitle: Mats & Squares: [14, 83, 88, 122]
- cement-agent: Moa Dairy Store Co., Inglewood: [14, 1229, 112, 1237]
- insurance-funds: (Funds Invested in the Dominion.) District Agents:: [436, 556, 541, 570]
- repeat-title: Repeat Order: [597, 535, 651, 571]
- cement-now: NOW'S THE TIME FOR CONCRETING: [19, 1180, 149, 1188]
- local-general-heading: LOCAL AND GENERAL.: [703, 704, 807, 714]
- masters-sub: Distributors, Stratford.: [14, 1410, 91, 1419]
- cement-agent: J. Henderson, Tariki: [14, 1236, 75, 1244]
- shoe-postage: Postage only 6d extra!: [190, 1257, 262, 1264]
- isit-body: Never mind about our passing more than £500 through the Accountancy and Bookkeeping Exams.—about the 95 of our students who have won Honours place or of the hundreds of our past students who are now in successful practice as Accountants and Auditors—but consider YOURSELF. What have you done? You mean to succeed in Business —to become expert—efficient—to hold a responsible and well-paid position. There is no better way of obtaining your end than to take our "Home Study" Courses in PRACTICAL BOOK-KEEPING, or in ACCOUNTANCY, or in SHORTHAND, or in COMPLETE BUSINESS TRAINING. Write to-day for particulars.: [8, 423, 160, 541]
- tailors-at: At: [620, 983, 628, 992]
- newspaper-title: THE TARANAKI DAILY NEWS. WEDNESDAY, MAY 21, 1919.: [271, 7, 843, 26]
- seagrass-body: Owing to the almost prohibitive prices of Carpets these mats are now becoming popular. They lie flat on the floor—are attractive and durable—soft to the tread—easily cleaned—and about half the price of Carpets. —See them.: [14, 184, 154, 231]
- late-shipping: LATE SHIPPING.: [455, 667, 522, 675]
- shoe-send: Send for a pair TO-DAY.: [183, 1273, 269, 1281]
- tailors-body: The enormous demand created for high-class tailor-made suits by the demobilisation of the Expeditionary Forces entails delay in executing orders. This is aggravated by the shortage of first quality material. The demand was anticipated and to enable us to satisfy the requirements of all our customers we have obtained large stocks of all classes of good quality cloth. We have a Warehouse Stock for you to select from: Plain Greys, Indigo Serge and a large range of English and Colonial Tweeds and Worsteds. As a Woollen Merchant remarked: "You have a larger variety than we have." If early delivery is required your ORDER SHOULD BE PLACED TO-DAY at the "Shop with the Stocks": [571, 1039, 677, 1241]
- cement-agent: N.Z. Farmers' Organisation Society, Stratford: [14, 1258, 153, 1266]
- wharf-body: Melbourne, May 20. Practically the whole of the Melbourne shipping is now idle. The most serious development threatening is a strike of wharf laborers. A conference of the latter and the seamen is discussing a proposal for a temporary alliance of the two bodies to further their respective claims. It is understood that the Seamen's Union is not financially strong, and that the South Australian members are determined not to be made to pay for a mistake they condemned from the outset. A South Australian representative is at present in Melbourne taking action to protect the funds of his branch from any levy that may be attempted. It is stated that an application for a High Court injunction is contemplated.: [964, 83, 1106, 217]
- boot-illustration: [172, 47, 280, 177]
- cement-ad: [8, 1155, 160, 1517]
- seagrass-title: Sea-grass: [14, 60, 126, 84]
- insurance-ltd: LIMITED.: [472, 548, 505, 556]
- demob-heading: Demobilisation.: [571, 1015, 683, 1032]
- cement-agent: Manutahi Dairy Co., Manutahi: [14, 1353, 107, 1361]
- isit-address: Address:: [8, 541, 36, 549]
- flannel-item: Horrockses' White Flannelettes, 33 and 36ins. wide, 1/9, 1/11, 2/3, 2/6, 2/9, 2/11 per yard. 40ins wide special; 3/6 per yd.: [295, 249, 408, 280]
- seagrass-offer: offered you this week at: [14, 125, 125, 134]
- shoe-body2: dignified and simple in style: [181, 1203, 271, 1210]
- winter-heading: Winter: [295, 47, 379, 72]
- disturbances-body: Received May 20, 9.20 p.m. Melbourne, May 20. There are no further developments in connection with the shipping dispute. Slight disturbances occurred between the unionists and non-unionists. The police intervened and prevented further trouble. Adelaide, May 20. The seamen's meeting reaffirmed its decision not to strike, but to refer the dispute to arbitration.: [964, 306, 1106, 377]
- meat-h1: MORE CAPITAL IS REQUIRED: [489, 186, 617, 196]
- mcewen-logo: McEwen Bros.,: [184, 1289, 268, 1331]
- flannel-tagline: —the best are the cheapest — see you get them at WHITES.: [295, 100, 407, 152]
